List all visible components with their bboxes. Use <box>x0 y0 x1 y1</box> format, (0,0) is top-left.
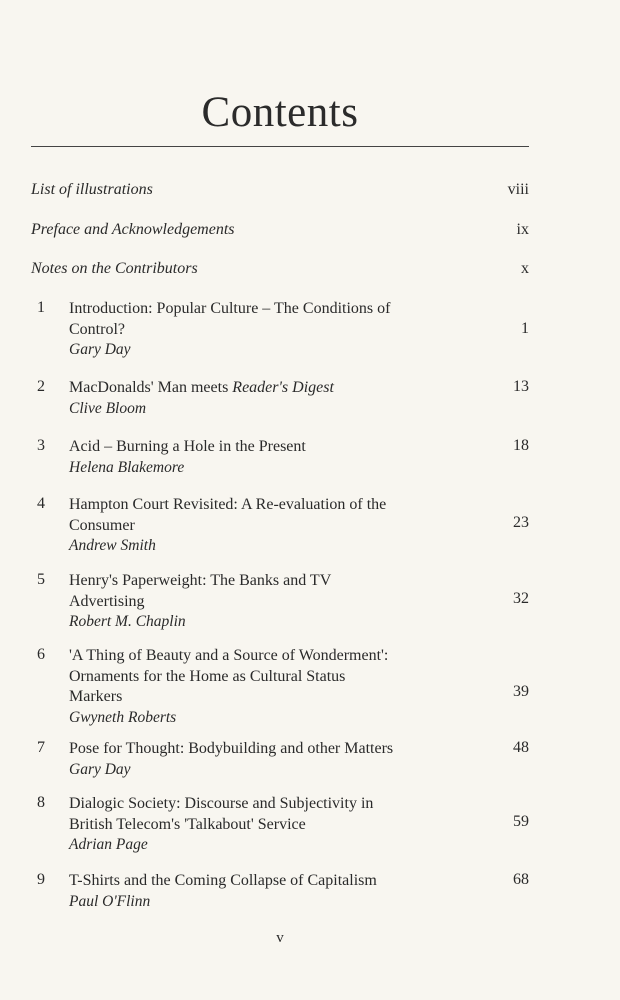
chapter-number: 4 <box>37 495 45 512</box>
chapter-page: 13 <box>513 378 529 395</box>
chapter-author: Helena Blakemore <box>69 458 185 476</box>
front-matter-title: Preface and Acknowledgements <box>31 221 235 238</box>
chapter-author: Paul O'Flinn <box>69 892 151 910</box>
chapter-title-line: 'A Thing of Beauty and a Source of Wonderment': <box>69 647 389 664</box>
chapter-title-line: Hampton Court Revisited: A Re-evaluation of the <box>69 496 387 513</box>
chapter-number: 2 <box>37 378 45 395</box>
chapter-title-line: Acid – Burning a Hole in the Present <box>69 438 306 455</box>
chapter-title-text: MacDonalds' Man meets <box>69 379 233 396</box>
chapter-author: Adrian Page <box>69 836 148 853</box>
chapter-author: Clive Bloom <box>69 399 147 417</box>
chapter-page: 32 <box>513 590 529 607</box>
chapter-number: 8 <box>37 794 45 811</box>
page-title: Contents <box>201 89 359 136</box>
front-matter-title: Notes on the Contributors <box>31 260 198 277</box>
chapter-author: Gary Day <box>69 760 131 778</box>
chapter-number: 7 <box>37 739 45 756</box>
chapter-number: 1 <box>37 299 45 316</box>
chapter-title-line: Pose for Thought: Bodybuilding and other Matters <box>69 740 394 757</box>
front-matter-title: List of illustrations <box>31 181 153 198</box>
chapter-title-italic: Reader's Digest <box>232 379 334 396</box>
chapter-title-line: Introduction: Popular Culture – The Conditions of <box>69 300 391 317</box>
chapter-author: Andrew Smith <box>69 537 156 554</box>
chapter-title-line <box>69 378 459 399</box>
chapter-title-line: Markers <box>69 688 123 705</box>
chapter-page: 39 <box>513 683 529 700</box>
chapter-number: 3 <box>37 437 45 454</box>
chapter-title-line: Ornaments for the Home as Cultural Status <box>69 667 346 685</box>
chapter-page: 59 <box>513 813 529 830</box>
chapter-author: Gwyneth Roberts <box>69 708 177 726</box>
chapter-title-line: Consumer <box>69 516 135 534</box>
chapter-title-line: Dialogic Society: Discourse and Subjectivity in <box>69 795 374 812</box>
chapter-page: 1 <box>521 320 529 337</box>
chapter-title-line: Advertising <box>69 592 145 610</box>
chapter-number: 6 <box>37 646 45 663</box>
chapter-author: Robert M. Chaplin <box>69 613 186 630</box>
front-matter-item <box>31 181 529 203</box>
chapter-page: 23 <box>513 514 529 531</box>
front-matter-page: x <box>521 260 529 277</box>
front-matter-page: viii <box>507 181 529 198</box>
front-matter-item <box>31 260 529 282</box>
chapter-title-line: British Telecom's 'Talkabout' Service <box>69 815 306 833</box>
chapter-author: Gary Day <box>69 341 131 358</box>
chapter-title-line: Control? <box>69 320 125 338</box>
chapter-page: 18 <box>513 437 529 454</box>
front-matter-page: ix <box>516 221 529 238</box>
front-matter-item <box>31 221 529 243</box>
chapter-page: 48 <box>513 739 529 756</box>
chapter-number: 5 <box>37 571 45 588</box>
page-number: v <box>276 930 284 946</box>
chapter-number: 9 <box>37 871 45 888</box>
title-rule <box>31 146 529 147</box>
chapter-title-line: Henry's Paperweight: The Banks and TV <box>69 572 332 589</box>
chapter-title-line: T-Shirts and the Coming Collapse of Capitalism <box>69 872 377 889</box>
chapter-page: 68 <box>513 871 529 888</box>
